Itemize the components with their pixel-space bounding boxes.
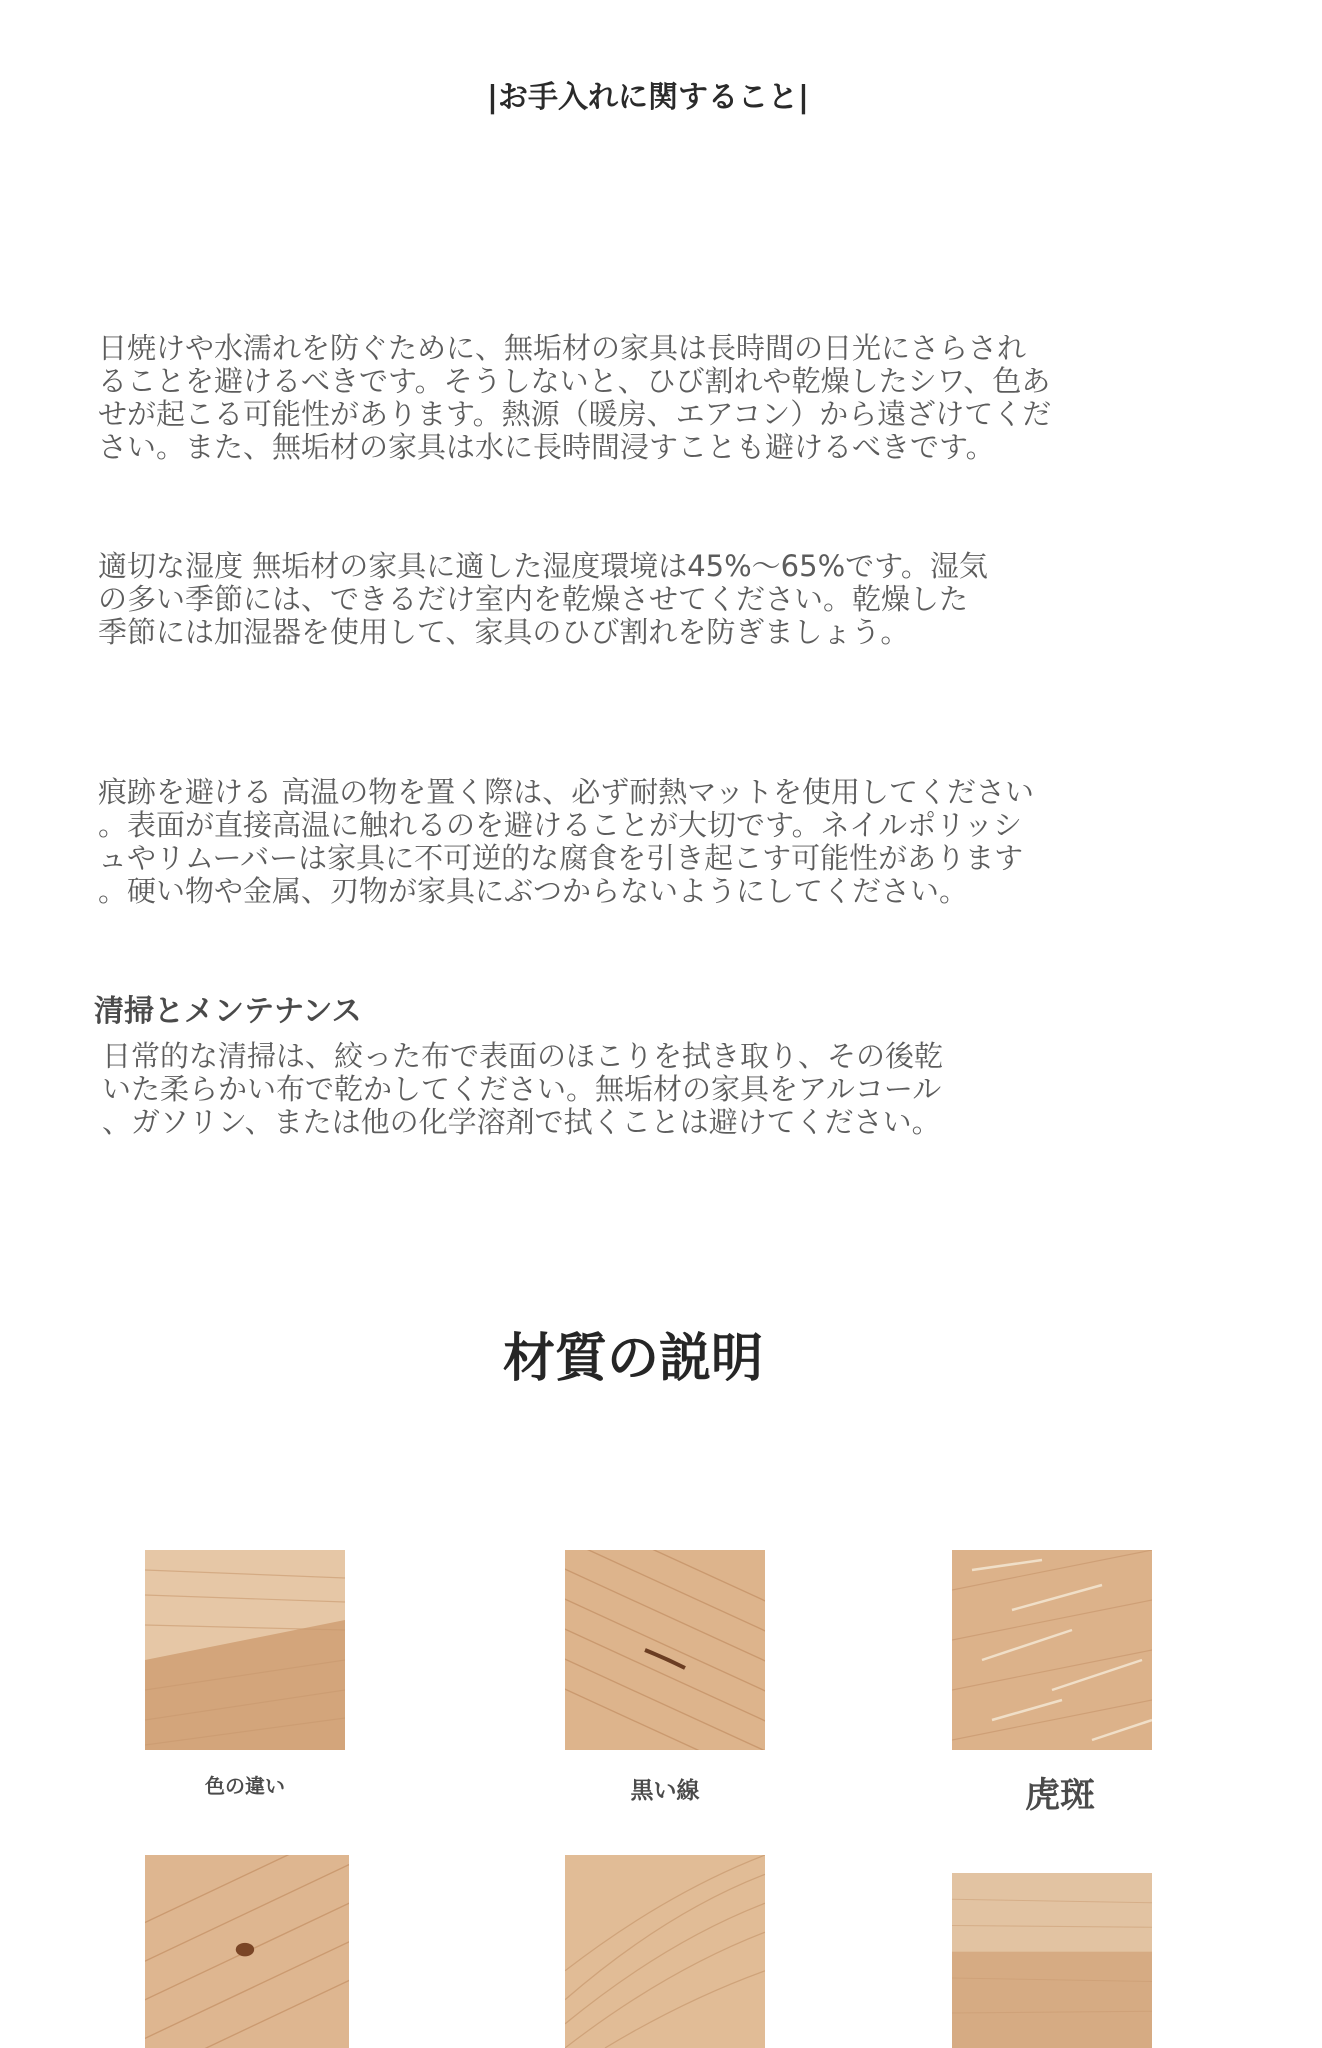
wood-swatch-cathedral-grain (565, 1855, 765, 2048)
paragraph-line: ュやリムーバーは家具に不可逆的な腐食を引き起こす可能性があります (98, 841, 1024, 875)
paragraph-line: ることを避けるべきです。そうしないと、ひび割れや乾燥したシワ、色あ (98, 364, 1051, 398)
paragraph-line: 適切な湿度 無垢材の家具に適した湿度環境は45%～65%です。湿気 (98, 549, 988, 583)
paragraph-line: 。硬い物や金属、刃物が家具にぶつからないようにしてください。 (98, 874, 969, 908)
wood-texture-image (952, 1550, 1152, 1750)
swatch-label: 色の違い (205, 1774, 285, 1798)
wood-swatch-tiger-stripe (952, 1550, 1152, 1750)
wood-texture-image (952, 1873, 1152, 2048)
cleaning-paragraph (102, 1040, 943, 1139)
wood-swatch-color-difference (145, 1550, 345, 1750)
paragraph-line: いた柔らかい布で乾かしてください。無垢材の家具をアルコール (102, 1072, 942, 1106)
sunlight-paragraph (98, 332, 1051, 464)
wood-texture-image (565, 1855, 765, 2048)
paragraph-line: 、ガソリン、または他の化学溶剤で拭くことは避けてください。 (102, 1105, 941, 1139)
paragraph-line: 痕跡を避ける 高温の物を置く際は、必ず耐熱マットを使用してください (98, 775, 1035, 809)
wood-texture-image (565, 1550, 765, 1750)
swatch-label: 虎斑 (1024, 1776, 1095, 1816)
paragraph-line: 。表面が直接高温に触れるのを避けることが大切です。ネイルポリッシ (98, 808, 1022, 842)
paragraph-line: さい。また、無垢材の家具は水に長時間浸すことも避けるべきです。 (98, 430, 995, 464)
care-title: |お手入れに関すること| (487, 80, 809, 115)
materials-title: 材質の説明 (502, 1329, 763, 1389)
paragraph-line: せが起こる可能性があります。熱源（暖房、エアコン）から遠ざけてくだ (98, 397, 1052, 431)
paragraph-line: 日焼けや水濡れを防ぐために、無垢材の家具は長時間の日光にさらされ (98, 331, 1027, 365)
cleaning-heading: 清掃とメンテナンス (94, 994, 362, 1029)
wood-swatch-two-tone (952, 1873, 1152, 2048)
paragraph-line: 季節には加湿器を使用して、家具のひび割れを防ぎましょう。 (98, 615, 910, 649)
paragraph-line: の多い季節には、できるだけ室内を乾燥させてください。乾燥した (98, 582, 969, 616)
wood-swatch-black-line (565, 1550, 765, 1750)
humidity-paragraph (98, 550, 988, 649)
swatch-label: 黒い線 (630, 1778, 700, 1804)
wood-texture-image (145, 1550, 345, 1750)
paragraph-line: 日常的な清掃は、絞った布で表面のほこりを拭き取り、その後乾 (102, 1039, 944, 1073)
wood-swatch-knot (145, 1855, 349, 2048)
wood-texture-image (145, 1855, 349, 2048)
marks-paragraph (98, 776, 1034, 908)
